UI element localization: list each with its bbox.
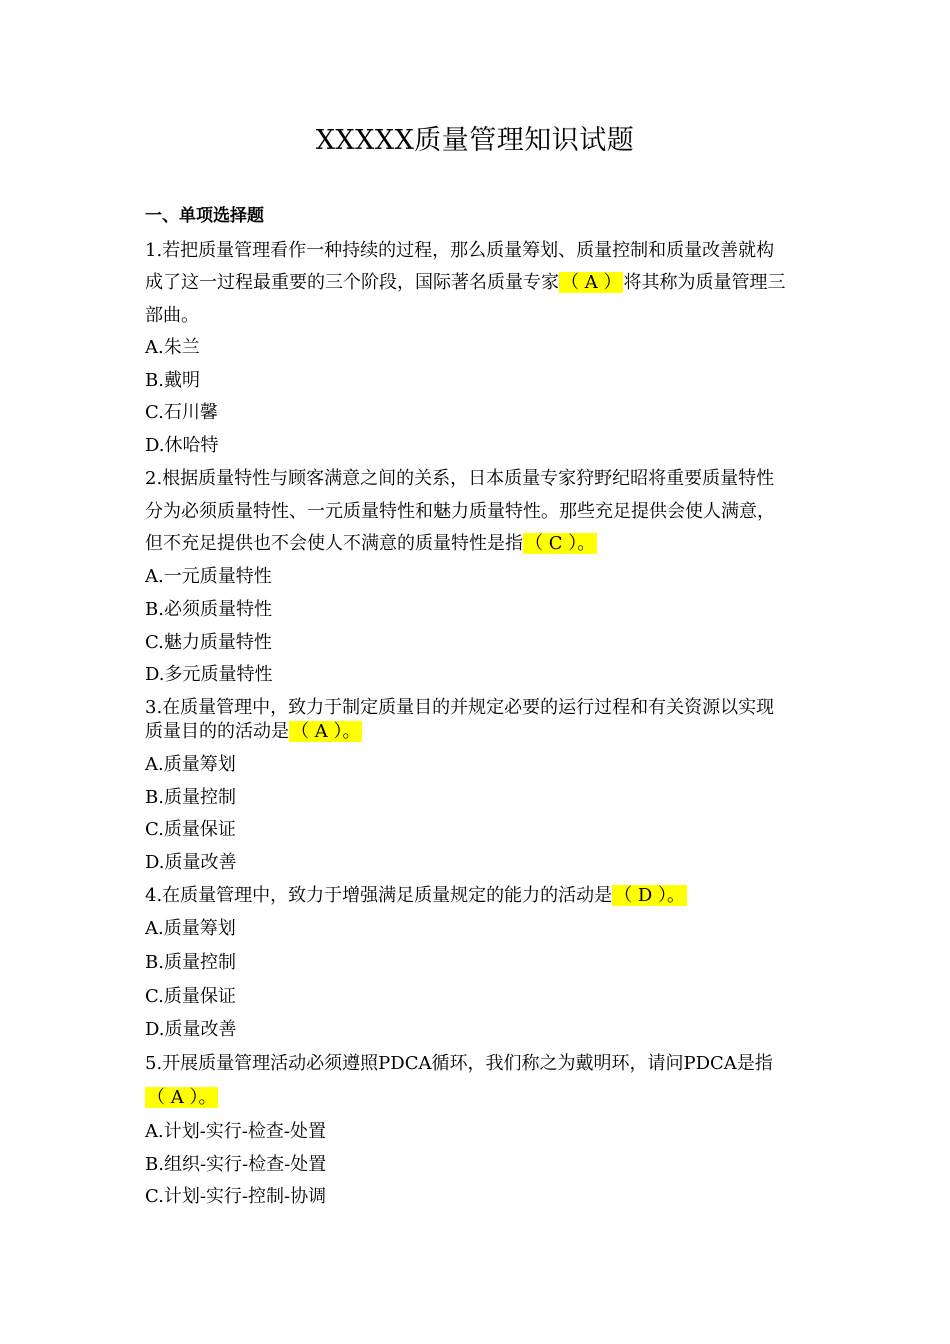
question-3-line-1: 3.在质量管理中，致力于制定质量目的并规定必要的运行过程和有关资源以实现	[145, 697, 775, 718]
question-2-line-3	[145, 532, 597, 556]
question-2-line-1: 2.根据质量特性与顾客满意之间的关系，日本质量专家狩野纪昭将重要质量特性	[145, 468, 775, 489]
question-1-line-3: 部曲。	[145, 305, 199, 326]
q1-option-b: B.戴明	[145, 370, 200, 391]
q4-option-c: C.质量保证	[145, 986, 236, 1007]
question-4-answer: （ D ）。	[614, 885, 686, 906]
q5-option-b: B.组织-实行-检查-处置	[145, 1154, 327, 1175]
question-1-answer: （ A ）	[561, 272, 622, 293]
question-4-text: 4.在质量管理中，致力于增强满足质量规定的能力的活动是	[145, 885, 613, 906]
question-5-line-2	[145, 1086, 218, 1110]
q4-option-a: A.质量筹划	[145, 918, 236, 939]
q2-option-b: B.必须质量特性	[145, 599, 272, 620]
question-2-text: 但不充足提供也不会使人不满意的质量特性是指	[145, 533, 523, 554]
q2-option-c: C.魅力质量特性	[145, 632, 272, 653]
section-heading: 一、单项选择题	[145, 206, 264, 226]
q3-option-c: C.质量保证	[145, 819, 236, 840]
question-3-text: 质量目的的活动是	[145, 721, 289, 742]
question-5-line-1: 5.开展质量管理活动必须遵照PDCA循环，我们称之为戴明环，请问PDCA是指	[145, 1053, 773, 1074]
q4-option-b: B.质量控制	[145, 952, 236, 973]
question-2-answer: （ C ）。	[525, 533, 596, 554]
q1-option-d: D.休哈特	[145, 435, 219, 456]
question-1-text: 成了这一过程最重要的三个阶段，国际著名质量专家	[145, 272, 559, 293]
q5-option-a: A.计划-实行-检查-处置	[145, 1121, 326, 1142]
question-1-line-2	[145, 271, 785, 295]
question-3-answer: （ A ）。	[291, 721, 361, 742]
question-4-line-1	[145, 884, 687, 908]
document-title: XXXXX质量管理知识试题	[315, 125, 635, 156]
q4-option-d: D.质量改善	[145, 1019, 237, 1040]
q1-option-a: A.朱兰	[145, 337, 200, 358]
q3-option-a: A.质量筹划	[145, 754, 236, 775]
question-3-line-2	[145, 720, 362, 744]
question-1-line-1: 1.若把质量管理看作一种持续的过程，那么质量筹划、质量控制和质量改善就构	[145, 240, 775, 261]
q2-option-d: D.多元质量特性	[145, 664, 273, 685]
q3-option-d: D.质量改善	[145, 852, 237, 873]
question-5-answer: （ A ）。	[147, 1087, 217, 1108]
q5-option-c: C.计划-实行-控制-协调	[145, 1186, 327, 1207]
question-2-line-2: 分为必须质量特性、一元质量特性和魅力质量特性。那些充足提供会使人满意，	[145, 501, 775, 522]
question-1-text-tail: 将其称为质量管理三	[623, 272, 786, 293]
q2-option-a: A.一元质量特性	[145, 566, 272, 587]
q3-option-b: B.质量控制	[145, 787, 236, 808]
q1-option-c: C.石川馨	[145, 402, 218, 423]
